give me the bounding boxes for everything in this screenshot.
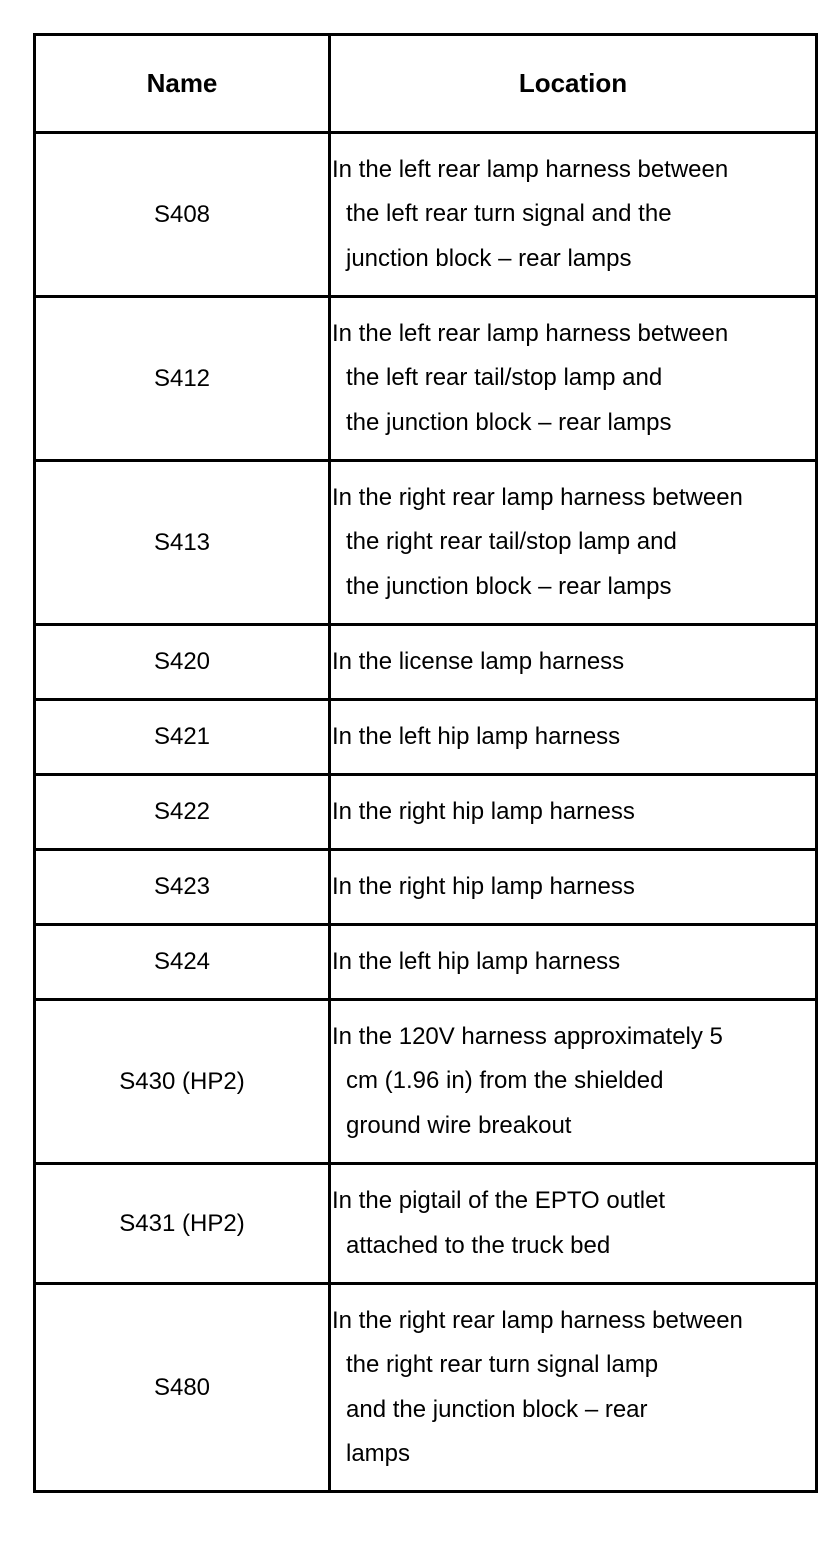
location-line: In the left rear lamp harness between <box>332 319 729 347</box>
location-line: In the right hip lamp harness <box>332 872 635 900</box>
table-row <box>35 700 817 775</box>
splice-name: S420 <box>35 625 330 700</box>
location-line: In the right rear lamp harness between <box>332 1306 743 1334</box>
splice-name: S480 <box>35 1284 330 1492</box>
splice-name: S430 (HP2) <box>35 1000 330 1164</box>
table-row <box>35 1164 817 1284</box>
splice-name: S431 (HP2) <box>35 1164 330 1284</box>
splice-name: S422 <box>35 775 330 850</box>
table-row <box>35 461 817 625</box>
table-row <box>35 297 817 461</box>
location-line: junction block – rear lamps <box>346 244 632 272</box>
splice-name: S421 <box>35 700 330 775</box>
splice-location-table <box>33 33 818 1493</box>
header-name: Name <box>35 35 330 133</box>
splice-location <box>330 700 817 775</box>
splice-name: S413 <box>35 461 330 625</box>
location-line: In the license lamp harness <box>332 647 625 675</box>
location-line: In the right rear lamp harness between <box>332 483 743 511</box>
location-line: the right rear tail/stop lamp and <box>346 528 677 556</box>
table-row <box>35 625 817 700</box>
splice-name: S408 <box>35 133 330 297</box>
splice-location <box>330 850 817 925</box>
table-row <box>35 775 817 850</box>
splice-name: S424 <box>35 925 330 1000</box>
location-line: In the 120V harness approximately 5 <box>332 1022 723 1050</box>
header-row <box>35 35 817 133</box>
splice-location <box>330 297 817 461</box>
table-row <box>35 133 817 297</box>
splice-location <box>330 925 817 1000</box>
location-line: In the left hip lamp harness <box>332 947 621 975</box>
splice-location <box>330 1284 817 1492</box>
location-line: attached to the truck bed <box>346 1231 611 1259</box>
location-line: In the left rear lamp harness between <box>332 155 729 183</box>
location-line: and the junction block – rear <box>346 1395 648 1423</box>
splice-location <box>330 461 817 625</box>
splice-location <box>330 775 817 850</box>
location-line: In the pigtail of the EPTO outlet <box>332 1187 666 1214</box>
location-line: ground wire breakout <box>346 1111 572 1139</box>
location-line: cm (1.96 in) from the shielded <box>346 1067 664 1095</box>
location-line: lamps <box>346 1440 411 1467</box>
table-row <box>35 1284 817 1492</box>
header-location: Location <box>330 35 817 133</box>
splice-location <box>330 1164 817 1284</box>
splice-location <box>330 133 817 297</box>
splice-name: S412 <box>35 297 330 461</box>
table-row <box>35 925 817 1000</box>
location-line: the left rear tail/stop lamp and <box>346 364 663 392</box>
splice-name: S423 <box>35 850 330 925</box>
location-line: the left rear turn signal and the <box>346 200 672 228</box>
location-line: the right rear turn signal lamp <box>346 1351 659 1378</box>
table-row <box>35 850 817 925</box>
location-line: In the right hip lamp harness <box>332 797 635 825</box>
splice-location <box>330 1000 817 1164</box>
table-row <box>35 1000 817 1164</box>
splice-location <box>330 625 817 700</box>
location-line: the junction block – rear lamps <box>346 572 672 600</box>
location-line: the junction block – rear lamps <box>346 408 672 436</box>
location-line: In the left hip lamp harness <box>332 722 621 750</box>
